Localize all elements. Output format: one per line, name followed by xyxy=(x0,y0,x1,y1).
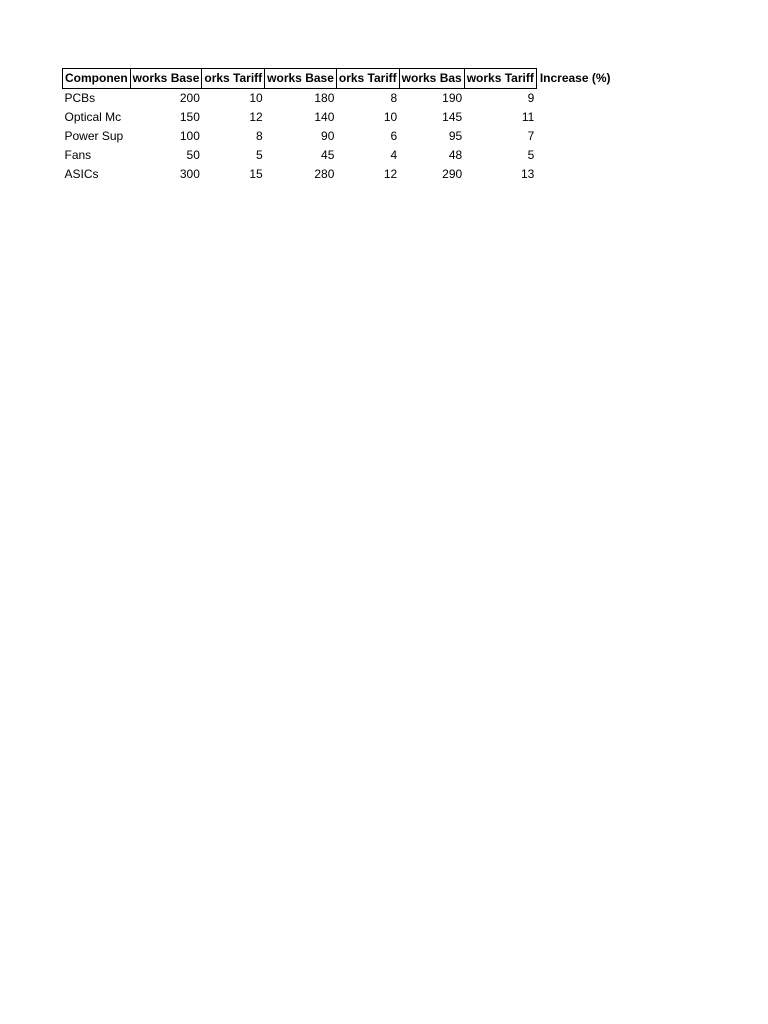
table-cell[interactable]: 12 xyxy=(383,167,398,181)
table-cell[interactable]: 90 xyxy=(321,129,335,143)
table-cell[interactable]: 6 xyxy=(390,129,398,143)
table-cell[interactable]: 5 xyxy=(527,148,535,162)
table-cell[interactable]: 15 xyxy=(249,167,263,181)
table-cell[interactable]: 280 xyxy=(314,167,335,181)
header-cell[interactable]: works Base xyxy=(130,69,202,89)
table-cell[interactable] xyxy=(536,89,626,109)
table-cell[interactable]: 145 xyxy=(442,110,463,124)
table-cell[interactable]: 11 xyxy=(521,110,535,124)
table-cell[interactable] xyxy=(536,165,626,184)
table-cell[interactable]: 95 xyxy=(448,129,463,143)
table-cell[interactable]: 8 xyxy=(255,129,263,143)
table-cell[interactable]: 48 xyxy=(448,148,463,162)
table-cell[interactable]: 12 xyxy=(249,110,263,124)
table-cell[interactable]: 7 xyxy=(527,129,535,143)
header-cell[interactable]: works Bas xyxy=(399,69,464,89)
table-row xyxy=(63,146,627,165)
table-cell[interactable]: 290 xyxy=(442,167,463,181)
table-row xyxy=(63,165,627,184)
table-row xyxy=(63,108,627,127)
table-cell[interactable]: Optical Mc xyxy=(64,110,122,124)
table-cell[interactable]: ASICs xyxy=(64,167,99,181)
table-cell[interactable]: 190 xyxy=(442,91,463,105)
table-cell[interactable]: 9 xyxy=(527,91,535,105)
table-cell[interactable] xyxy=(536,108,626,127)
header-cell[interactable]: Increase (%) xyxy=(539,71,611,85)
table-cell[interactable]: 140 xyxy=(314,110,335,124)
header-cell[interactable]: orks Tariff xyxy=(202,69,265,89)
header-cell[interactable]: orks Tariff xyxy=(336,69,399,89)
table-cell[interactable]: 300 xyxy=(179,167,200,181)
table-cell[interactable]: 10 xyxy=(249,91,263,105)
table-cell[interactable]: 10 xyxy=(383,110,398,124)
table-cell[interactable] xyxy=(536,146,626,165)
table-cell[interactable]: 150 xyxy=(179,110,200,124)
table-row xyxy=(63,127,627,146)
table-cell[interactable]: PCBs xyxy=(64,91,96,105)
table-cell[interactable]: 50 xyxy=(186,148,200,162)
header-cell[interactable]: works Tariff xyxy=(464,69,536,89)
table-cell[interactable]: 100 xyxy=(179,129,200,143)
table-cell[interactable]: 4 xyxy=(390,148,398,162)
spreadsheet-table xyxy=(62,68,626,184)
header-cell[interactable]: Componen xyxy=(63,69,131,89)
header-cell[interactable]: works Base xyxy=(265,69,337,89)
table-cell[interactable]: 5 xyxy=(255,148,263,162)
table-cell[interactable] xyxy=(536,127,626,146)
table-row xyxy=(63,89,627,109)
table-cell[interactable]: Power Sup xyxy=(64,129,124,143)
table-cell[interactable]: Fans xyxy=(64,148,92,162)
header-row xyxy=(63,69,627,89)
table-cell[interactable]: 8 xyxy=(390,91,398,105)
table-cell[interactable]: 200 xyxy=(179,91,200,105)
table-cell[interactable]: 180 xyxy=(314,91,335,105)
table-cell[interactable]: 13 xyxy=(520,167,535,181)
table-cell[interactable]: 45 xyxy=(321,148,335,162)
